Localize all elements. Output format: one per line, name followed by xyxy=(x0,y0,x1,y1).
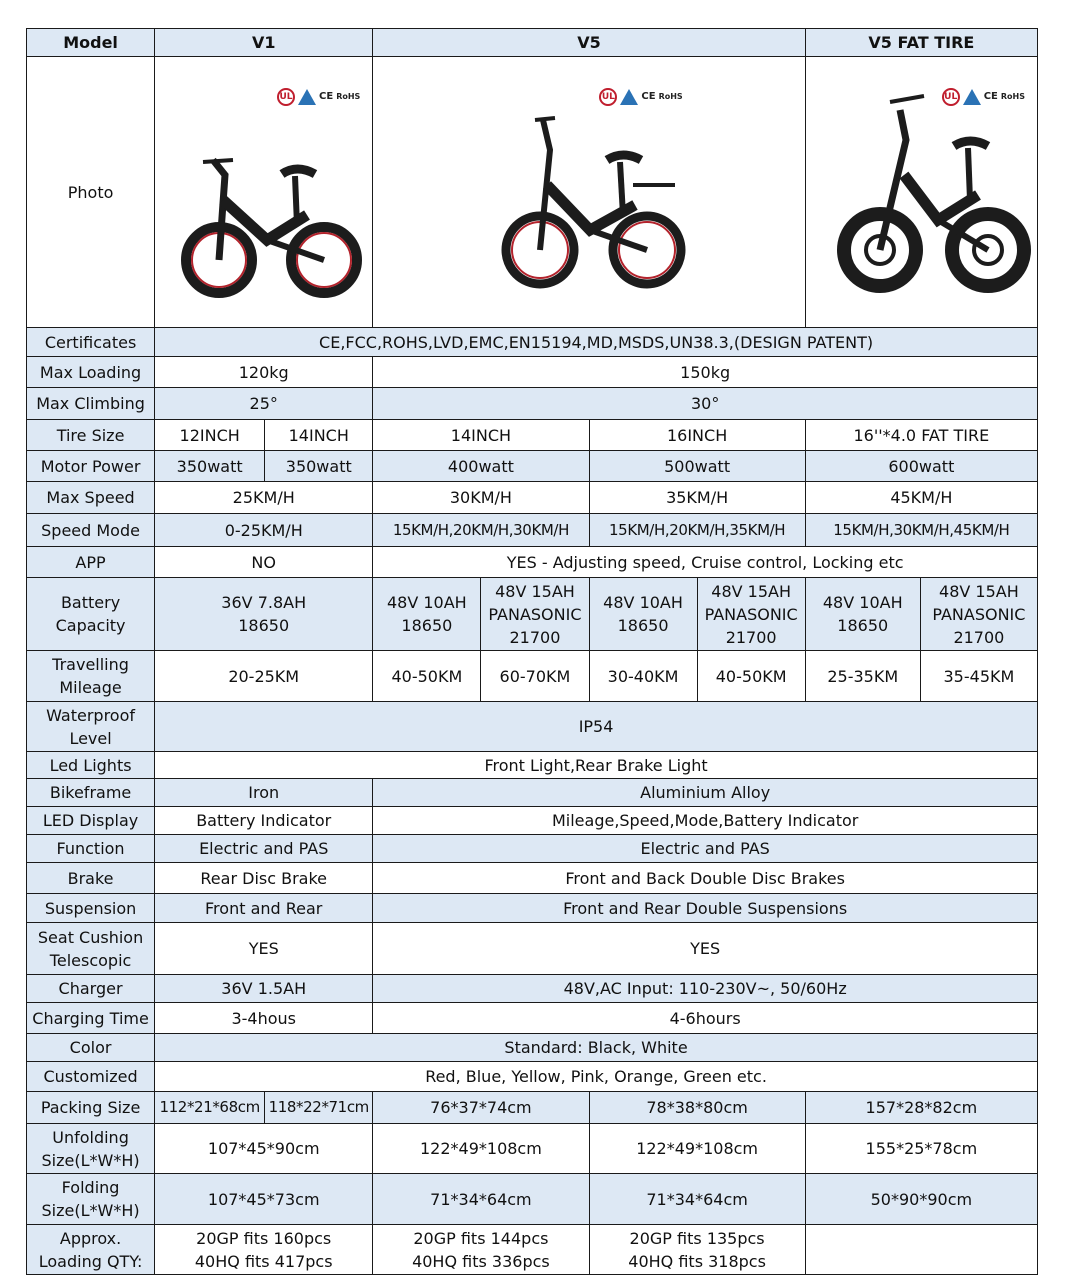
cell-value: Aluminium Alloy xyxy=(373,779,1038,807)
row-brake xyxy=(27,863,1038,894)
ce-logo-icon: CE xyxy=(641,90,656,102)
cell-value: 30KM/H xyxy=(373,482,589,514)
row-unfolding-size xyxy=(27,1124,1038,1174)
cell-value: Front and Back Double Disc Brakes xyxy=(373,863,1038,894)
cell-value: 48V 10AH 18650 xyxy=(373,578,481,651)
row-waterproof-level xyxy=(27,702,1038,752)
row-label: Packing Size xyxy=(27,1092,155,1124)
cell-value: 48V 15AH PANASONIC 21700 xyxy=(920,578,1037,651)
spec-table xyxy=(26,28,1038,1275)
row-loading-qty xyxy=(27,1225,1038,1275)
row-label: Function xyxy=(27,835,155,863)
row-travelling-mileage xyxy=(27,651,1038,702)
cell-value: 120kg xyxy=(155,357,373,388)
cell-value: 25KM/H xyxy=(155,482,373,514)
row-max-climbing xyxy=(27,388,1038,420)
cell-value: 48V 10AH 18650 xyxy=(805,578,920,651)
cell-value: 76*37*74cm xyxy=(373,1092,589,1124)
row-charger xyxy=(27,975,1038,1003)
row-label-photo: Photo xyxy=(27,57,155,328)
cell-value: 500watt xyxy=(589,451,805,482)
cell-value: 78*38*80cm xyxy=(589,1092,805,1124)
cell-value: Electric and PAS xyxy=(373,835,1038,863)
row-label: Max Loading xyxy=(27,357,155,388)
cell-value: 107*45*90cm xyxy=(155,1124,373,1174)
cell-value: Standard: Black, White xyxy=(155,1034,1038,1062)
cell-value: Mileage,Speed,Mode,Battery Indicator xyxy=(373,807,1038,835)
row-label: Folding Size(L*W*H) xyxy=(27,1174,155,1225)
cell-value: YES xyxy=(155,923,373,975)
row-label: Seat Cushion Telescopic xyxy=(27,923,155,975)
ul-logo-icon: UL xyxy=(942,88,960,106)
row-label: Speed Mode xyxy=(27,514,155,547)
cell-value: 14INCH xyxy=(373,420,589,451)
cell-value: 25-35KM xyxy=(805,651,920,702)
header-v5: V5 xyxy=(373,29,805,57)
row-led-lights xyxy=(27,752,1038,779)
row-label: Tire Size xyxy=(27,420,155,451)
row-label: Charging Time xyxy=(27,1003,155,1034)
row-label: Waterproof Level xyxy=(27,702,155,752)
row-color xyxy=(27,1034,1038,1062)
row-motor-power xyxy=(27,451,1038,482)
cell-value: NO xyxy=(155,547,373,578)
row-app xyxy=(27,547,1038,578)
cell-value: 15KM/H,30KM/H,45KM/H xyxy=(805,514,1037,547)
row-label: Led Lights xyxy=(27,752,155,779)
row-led-display xyxy=(27,807,1038,835)
cell-value: 400watt xyxy=(373,451,589,482)
cell-value: 157*28*82cm xyxy=(805,1092,1037,1124)
header-v5-fat-tire: V5 FAT TIRE xyxy=(805,29,1037,57)
row-label: Max Speed xyxy=(27,482,155,514)
cell-value: 35KM/H xyxy=(589,482,805,514)
cell-value: YES xyxy=(373,923,1038,975)
row-label: Charger xyxy=(27,975,155,1003)
cell-value: 45KM/H xyxy=(805,482,1037,514)
cell-value: 155*25*78cm xyxy=(805,1124,1037,1174)
cell-value: 0-25KM/H xyxy=(155,514,373,547)
row-certificates xyxy=(27,328,1038,357)
row-bikeframe xyxy=(27,779,1038,807)
header-row xyxy=(27,29,1038,57)
row-label: Customized xyxy=(27,1062,155,1092)
cell-value: Front Light,Rear Brake Light xyxy=(155,752,1038,779)
cell-value: 350watt xyxy=(265,451,373,482)
cell-value: 107*45*73cm xyxy=(155,1174,373,1225)
cell-value: 16INCH xyxy=(589,420,805,451)
row-tire-size xyxy=(27,420,1038,451)
cell-value: 600watt xyxy=(805,451,1037,482)
rohs-logo-icon: RoHS xyxy=(336,92,361,102)
row-label: Approx. Loading QTY: xyxy=(27,1225,155,1275)
cell-value: IP54 xyxy=(155,702,1038,752)
cell-value: 50*90*90cm xyxy=(805,1174,1037,1225)
cell-value: 36V 1.5AH xyxy=(155,975,373,1003)
ce-logo-icon: CE xyxy=(983,90,998,102)
ce-logo-icon: CE xyxy=(319,90,334,102)
cell-value: 20-25KM xyxy=(155,651,373,702)
photo-row xyxy=(27,57,1038,328)
row-label: Color xyxy=(27,1034,155,1062)
cell-value: 3-4hous xyxy=(155,1003,373,1034)
row-speed-mode xyxy=(27,514,1038,547)
cell-value: 122*49*108cm xyxy=(373,1124,589,1174)
cell-value: 14INCH xyxy=(265,420,373,451)
photo-v5-fat-tire xyxy=(805,57,1037,328)
cell-value: 30-40KM xyxy=(589,651,697,702)
row-label: Unfolding Size(L*W*H) xyxy=(27,1124,155,1174)
cell-value: 36V 7.8AH 18650 xyxy=(155,578,373,651)
cell-value: 4-6hours xyxy=(373,1003,1038,1034)
cell-value: 60-70KM xyxy=(481,651,589,702)
row-seat-cushion xyxy=(27,923,1038,975)
ul-logo-icon: UL xyxy=(277,88,295,106)
row-label: Travelling Mileage xyxy=(27,651,155,702)
row-label: Brake xyxy=(27,863,155,894)
row-battery-capacity xyxy=(27,578,1038,651)
bike-v5-illustration xyxy=(375,80,805,304)
header-v1: V1 xyxy=(155,29,373,57)
cell-value: 30° xyxy=(373,388,1038,420)
row-label: Suspension xyxy=(27,894,155,923)
cell-value: 20GP fits 144pcs 40HQ fits 336pcs xyxy=(373,1225,589,1275)
cell-value: 25° xyxy=(155,388,373,420)
cell-value: 48V 15AH PANASONIC 21700 xyxy=(697,578,805,651)
cell-value: 350watt xyxy=(155,451,265,482)
cell-value: 71*34*64cm xyxy=(589,1174,805,1225)
cell-value: 15KM/H,20KM/H,30KM/H xyxy=(373,514,589,547)
row-folding-size xyxy=(27,1174,1038,1225)
cell-value: Battery Indicator xyxy=(155,807,373,835)
row-label: LED Display xyxy=(27,807,155,835)
cell-value: 35-45KM xyxy=(920,651,1037,702)
cell-value: Iron xyxy=(155,779,373,807)
row-max-loading xyxy=(27,357,1038,388)
cell-value: Electric and PAS xyxy=(155,835,373,863)
cell-value: 122*49*108cm xyxy=(589,1124,805,1174)
cell-value: 12INCH xyxy=(155,420,265,451)
row-label: Battery Capacity xyxy=(27,578,155,651)
cell-value: 48V 10AH 18650 xyxy=(589,578,697,651)
row-max-speed xyxy=(27,482,1038,514)
cell-value: Front and Rear xyxy=(155,894,373,923)
cell-value: 112*21*68cm xyxy=(155,1092,265,1124)
row-charging-time xyxy=(27,1003,1038,1034)
cell-value: 15KM/H,20KM/H,35KM/H xyxy=(589,514,805,547)
rohs-logo-icon: RoHS xyxy=(1000,92,1025,102)
cell-value: 118*22*71cm xyxy=(265,1092,373,1124)
cell-value: CE,FCC,ROHS,LVD,EMC,EN15194,MD,MSDS,UN38.3,(DESIGN PATENT) xyxy=(155,328,1038,357)
cell-value: Front and Rear Double Suspensions xyxy=(373,894,1038,923)
cell-value: 48V,AC Input: 110-230V~, 50/60Hz xyxy=(373,975,1038,1003)
row-label: Certificates xyxy=(27,328,155,357)
cell-value: Rear Disc Brake xyxy=(155,863,373,894)
ul-logo-icon: UL xyxy=(599,88,617,106)
cell-value: YES - Adjusting speed, Cruise control, Locking etc xyxy=(373,547,1038,578)
row-label: Motor Power xyxy=(27,451,155,482)
cell-value xyxy=(805,1225,1037,1275)
row-packing-size xyxy=(27,1092,1038,1124)
photo-v1 xyxy=(155,57,373,328)
cell-value: Red, Blue, Yellow, Pink, Orange, Green etc. xyxy=(155,1062,1038,1092)
bike-fat-tire-illustration xyxy=(808,80,1038,304)
header-model: Model xyxy=(27,29,155,57)
rohs-logo-icon: RoHS xyxy=(658,92,683,102)
row-function xyxy=(27,835,1038,863)
row-label: APP xyxy=(27,547,155,578)
bike-v1-illustration xyxy=(157,80,373,304)
cell-value: 40-50KM xyxy=(697,651,805,702)
row-suspension xyxy=(27,894,1038,923)
cell-value: 48V 15AH PANASONIC 21700 xyxy=(481,578,589,651)
row-label: Max Climbing xyxy=(27,388,155,420)
row-label: Bikeframe xyxy=(27,779,155,807)
cell-value: 71*34*64cm xyxy=(373,1174,589,1225)
cell-value: 16''*4.0 FAT TIRE xyxy=(805,420,1037,451)
row-customized xyxy=(27,1062,1038,1092)
photo-v5 xyxy=(373,57,805,328)
cell-value: 40-50KM xyxy=(373,651,481,702)
cell-value: 20GP fits 135pcs 40HQ fits 318pcs xyxy=(589,1225,805,1275)
cell-value: 150kg xyxy=(373,357,1038,388)
cell-value: 20GP fits 160pcs 40HQ fits 417pcs xyxy=(155,1225,373,1275)
